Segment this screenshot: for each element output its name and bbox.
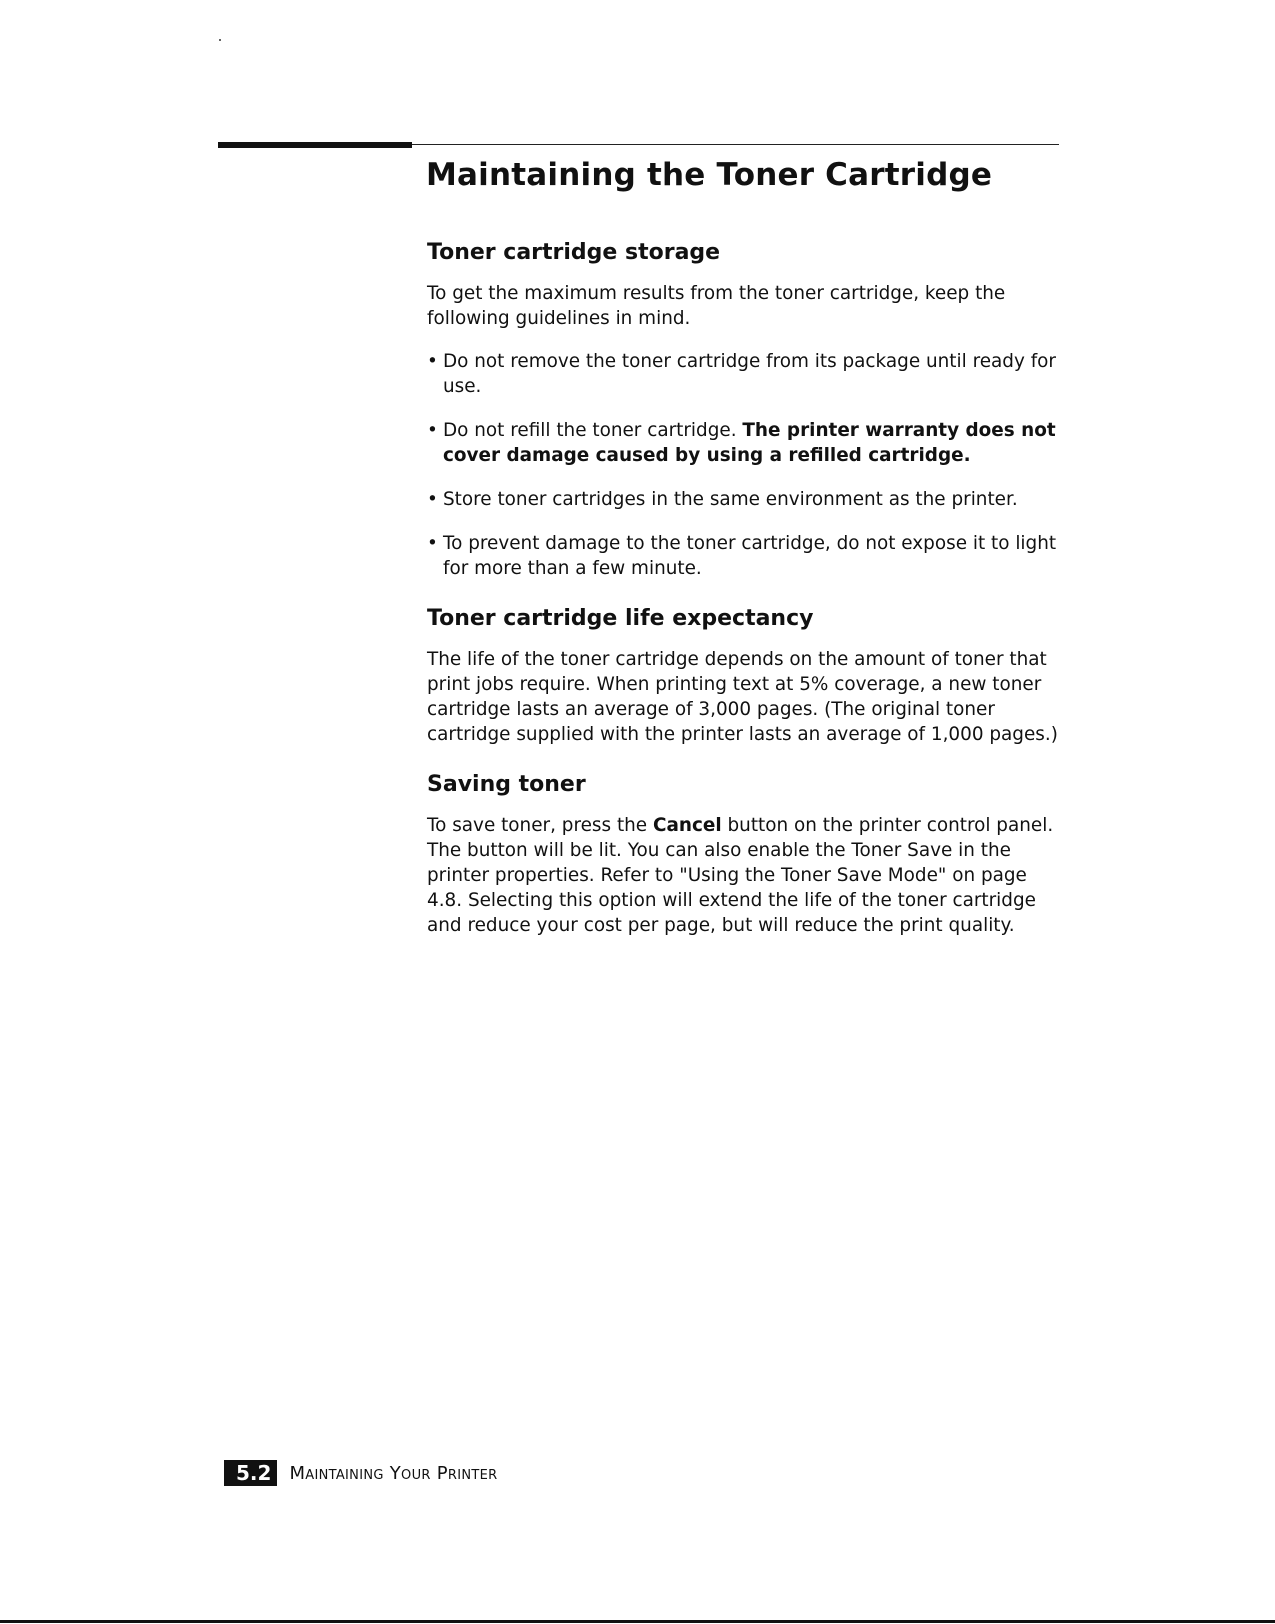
cancel-button-reference: Cancel [652,815,722,836]
list-item-text: Store toner cartridges in the same environment as the printer. [443,489,1018,510]
page-number-badge: 5.2 [224,1460,277,1486]
section-saving-toner [427,771,1067,938]
main-content [427,155,1067,962]
life-expectancy-body: The life of the toner cartridge depends on the amount of toner that print jobs require. When printing text at 5% coverage, a new toner cartridge lasts an average of 3,000 pages. (The original toner cartridge supplied with the printer lasts an average of 1,000 pages.) [427,649,1058,745]
bullet-icon: • [427,420,438,441]
storage-intro: To get the maximum results from the toner cartridge, keep the following guidelines in mind. [427,283,1006,329]
warranty-warning: The printer warranty does not cover damage caused by using a refilled cartridge. [443,420,1056,466]
scan-speck [219,39,221,41]
list-item [427,487,1067,512]
saving-toner-body [427,813,1067,938]
list-item [427,531,1067,581]
header-rule-thin [412,144,1059,145]
saving-toner-text-end: button on the printer control panel. The button will be lit. You can also enable the Toner Save in the printer properties. Refer to "Using the Toner Save Mode" on page 4.8. Selecting this option will extend the life of the toner cartridge and reduce your cost per page, but will reduce the print quality. [427,815,1054,936]
storage-guidelines-list [427,349,1067,581]
section-heading-storage: Toner cartridge storage [427,240,721,265]
bullet-icon: • [427,351,438,372]
section-life-expectancy [427,605,1067,747]
page-footer [224,1460,498,1486]
list-item [427,418,1067,468]
list-item [427,349,1067,399]
section-storage [427,239,1067,581]
list-item-text: Do not refill the toner cartridge. [443,420,743,441]
saving-toner-text-start: To save toner, press the [427,815,653,836]
chapter-label: Maintaining Your Printer [289,1462,498,1484]
section-heading-saving-toner: Saving toner [427,772,586,797]
page-title: Maintaining the Toner Cartridge [426,157,993,193]
bullet-icon: • [427,489,438,510]
header-rule-thick [218,142,412,148]
list-item-text: To prevent damage to the toner cartridge, do not expose it to light for more than a few minute. [443,533,1057,579]
bullet-icon: • [427,533,438,554]
bottom-edge-rule [0,1620,1275,1623]
section-heading-life-expectancy: Toner cartridge life expectancy [427,606,814,631]
list-item-text: Do not remove the toner cartridge from its package until ready for use. [443,351,1056,397]
